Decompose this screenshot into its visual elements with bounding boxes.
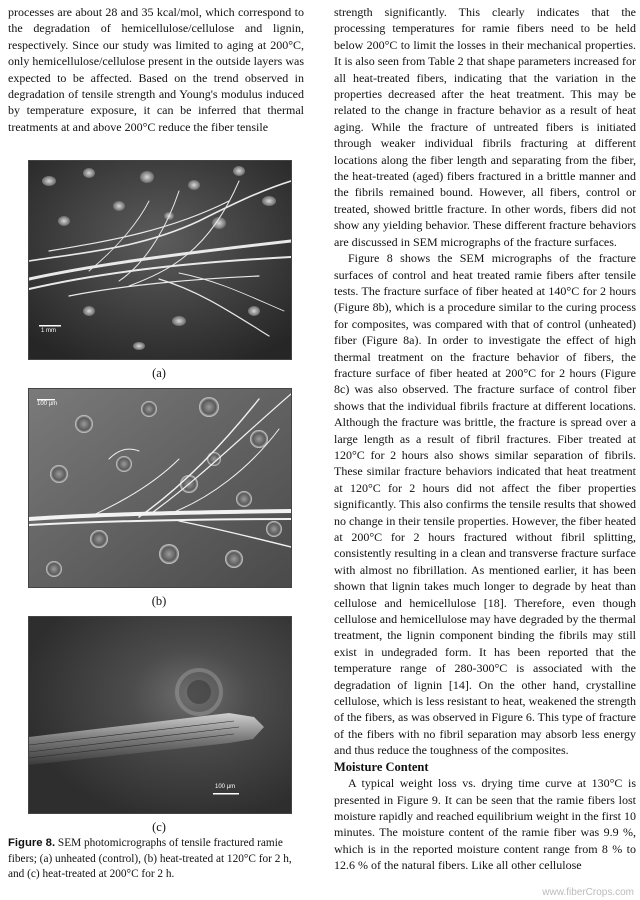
- figure-caption: [8, 836, 304, 883]
- figure-8: [28, 160, 290, 834]
- scale-bar-label-b: 100 µm: [37, 401, 58, 407]
- right-paragraph-3: A typical weight loss vs. drying time curve at 130°C is presented in Figure 9. It can be seen that the ramie fibers lost moisture rapidly and reached equilibrium weight in the first 10 minutes. The moisture content of the ramie fiber was 9.9 %, which is in the reported moisture content range from 8 % to 12.6 % of the natural fibers. Like all other cellulose: [334, 776, 636, 873]
- scale-bar-label-c: 100 µm: [215, 784, 236, 790]
- section-heading: Moisture Content: [334, 759, 429, 774]
- scale-bar-label-a: 1 mm: [41, 328, 56, 334]
- caption-label: Figure 8.: [8, 837, 56, 849]
- caption-text: SEM photomicrographs of tensile fractured ramie fibers; (a) unheated (control), (b) heat-treated at 120°C for 2 h, and (c) heat-treated at 200°C for 2 h.: [8, 837, 292, 880]
- right-column: [334, 4, 636, 874]
- left-paragraph: processes are about 28 and 35 kcal/mol, which correspond to the degradation of hemicellulose/cellulose and lignin, respectively. Since our study was limited to aging at 200°C, only hemicellulose/cellulose present in the outside layers was expected to be affected. Based on the trend observed in degradation of tensile strength and Young's modulus induced by temperature exposure, it can be inferred that thermal treatments at and above 200°C reduce the fiber tensile: [8, 5, 304, 134]
- panel-label-c: (c): [152, 820, 166, 834]
- panel-label-b: (b): [151, 594, 167, 608]
- sem-image-b: [28, 388, 292, 588]
- left-column: [8, 4, 304, 135]
- watermark: www.fiberCrops.com: [542, 887, 634, 898]
- sem-image-a: [28, 160, 292, 360]
- panel-label-a: (a): [152, 366, 166, 380]
- right-paragraph-2: Figure 8 shows the SEM micrographs of the fracture surfaces of control and heat treated ramie fibers after tensile tests. The fracture surface of fiber heated at 140°C for 2 hours (Figure 8b), which is a procedure similar to the curing process for composites, was compared with that of control (unheated) fiber (Figure 8a). In order to investigate the effect of high thermal treatment on the fracture behavior of fibers, the fracture surface of fiber heated at 200°C for 2 hours (Figure 8c) was also observed. The fracture surface of control fiber shows that the individual fibrils fracture at different locations. Although the fracture was brittle, the fracture is spread over a large length as a result of fibril fractures. Fiber treated at 120°C for 2 hours also shows similar separation of fibrils. These similar fracture behaviors indicated that heat treatment at 120°C for 2 hours did not affect the fiber properties significantly. This also confirms the tensile results that showed no change in their tensile properties. However, the fiber heated at 200°C for 2 hours fractured without fibril splitting, consistently resulting in a clean and transverse fracture surface with almost no fibrillation. As mentioned earlier, it has been shown that lignin takes much longer to degrade by heat than cellulose and hemicellulose [18]. Therefore, even though cellulose and hemicellulose may have degraded by the thermal treatment, the lignin component binding the fibrils may still exist in undegraded form. It has been reported that the temperature range of 280-300°C is associated with the degradation of lignin [14]. On the other hand, crystalline cellulose, which is less resistant to heat, weakened the strength of the fibers, as was observed in Figure 6. This type of fracture of the fibers with no fibril separation may absorb less energy and thus reduce the toughness of the composites.: [334, 251, 636, 758]
- right-paragraph-1: strength significantly. This clearly indicates that the processing temperatures for ramie fibers need to be held below 200°C to limit the losses in their mechanical properties. It is also seen from Table 2 that shape parameters increased for all heat-treated fibers, indicating that the variation in the properties decreased after the heat treatment. This may be related to the change in fracture behavior as a result of heat aging. While the fracture of untreated fibers is initiated through weaker individual fibrils fracturing at different locations along the fiber length and separating from the fiber, the heat-treated (aged) fibers fractured in a brittle manner and the fibrils remained bound. However, all fibers, control or treated, showed brittle fracture. In other words, fibers did not show any yielding behavior. These different fracture behaviors are discussed in SEM micrographs of the fracture surfaces.: [334, 5, 636, 249]
- sem-image-c: [28, 616, 292, 814]
